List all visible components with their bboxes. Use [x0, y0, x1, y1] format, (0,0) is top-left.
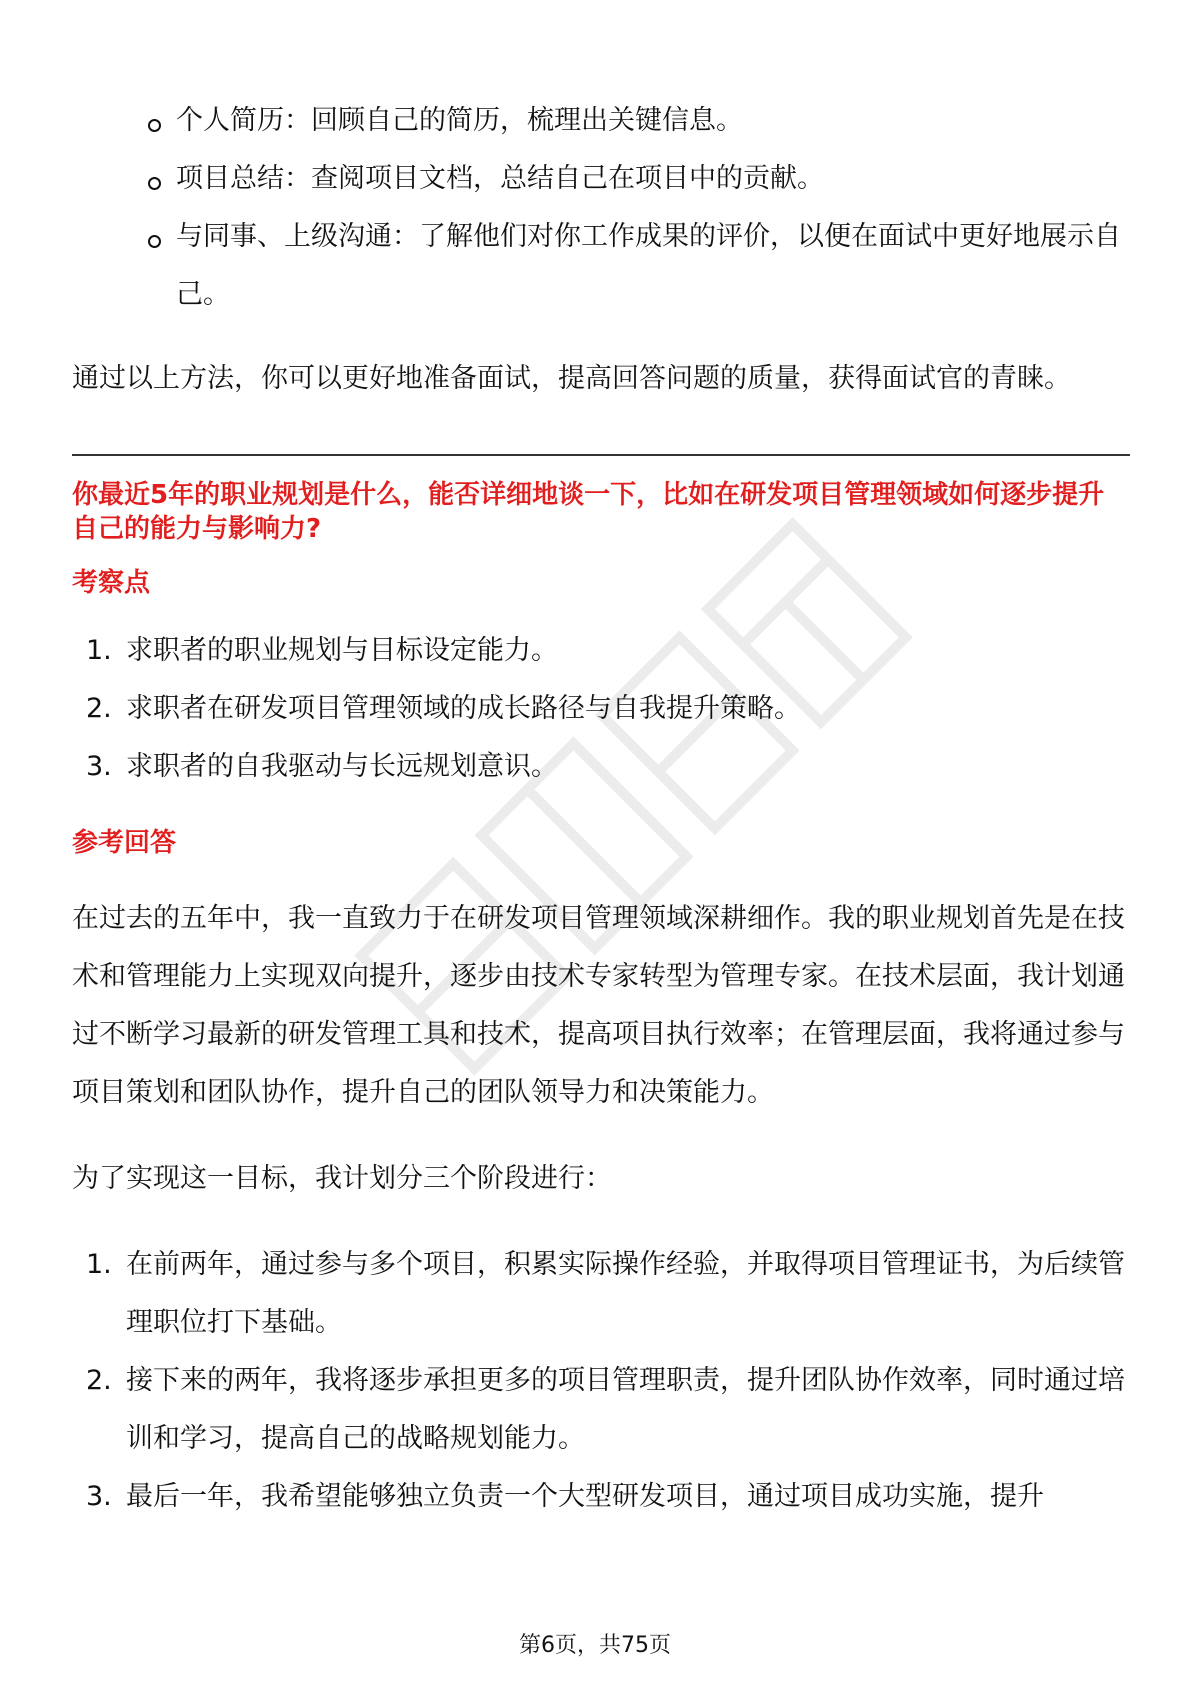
list-text: 在前两年，通过参与多个项目，积累实际操作经验，并取得项目管理证书，为后续管理职位打下基础。: [126, 1249, 1125, 1338]
list-number: 2.: [86, 693, 112, 724]
list-number: 3.: [86, 1481, 112, 1512]
exam-point-item: [72, 680, 1130, 738]
page-footer: 第6页，共75页: [519, 1633, 671, 1658]
plan-step-item: [72, 1352, 1130, 1468]
list-text: 接下来的两年，我将逐步承担更多的项目管理职责，提升团队协作效率，同时通过培训和学习，提高自己的战略规划能力。: [126, 1365, 1125, 1454]
bullet-text: 与同事、上级沟通：了解他们对你工作成果的评价，以便在面试中更好地展示自己。: [176, 221, 1121, 310]
plan-step-item: [72, 1236, 1130, 1352]
bullet-text: 项目总结：查阅项目文档，总结自己在项目中的贡献。: [176, 163, 824, 194]
list-number: 3.: [86, 751, 112, 782]
section-divider: [72, 454, 1130, 456]
exam-points-heading: 考察点: [72, 568, 151, 598]
list-text: 求职者的自我驱动与长远规划意识。: [126, 751, 558, 782]
exam-point-item: [72, 738, 1130, 796]
exam-points-list: [72, 622, 1130, 796]
question-heading: 你最近5年的职业规划是什么，能否详细地谈一下，比如在研发项目管理领域如何逐步提升自己的能力与影响力?: [72, 480, 1105, 544]
list-text: 最后一年，我希望能够独立负责一个大型研发项目，通过项目成功实施，提升: [126, 1481, 1044, 1512]
list-text: 求职者的职业规划与目标设定能力。: [126, 635, 558, 666]
summary-paragraph: 通过以上方法，你可以更好地准备面试，提高回答问题的质量，获得面试官的青睐。: [72, 363, 1071, 394]
plan-steps-list: [72, 1236, 1130, 1526]
list-number: 1.: [86, 1249, 112, 1280]
hollow-circle-bullet-icon: [148, 177, 161, 190]
prep-bullet-list: [72, 92, 1130, 324]
reference-answer-heading: 参考回答: [72, 828, 177, 858]
bullet-item: [72, 92, 1130, 150]
plan-step-item: [72, 1468, 1130, 1526]
answer-paragraph: 在过去的五年中，我一直致力于在研发项目管理领域深耕细作。我的职业规划首先是在技术和管理能力上实现双向提升，逐步由技术专家转型为管理专家。在技术层面，我计划通过不断学习最新的研发管理工具和技术，提高项目执行效率；在管理层面，我将通过参与项目策划和团队协作，提升自己的团队领导力和决策能力。: [72, 903, 1125, 1108]
plan-intro-paragraph: 为了实现这一目标，我计划分三个阶段进行：: [72, 1163, 612, 1194]
bullet-item: [72, 208, 1130, 324]
hollow-circle-bullet-icon: [148, 119, 161, 132]
list-number: 1.: [86, 635, 112, 666]
bullet-text: 个人简历：回顾自己的简历，梳理出关键信息。: [176, 105, 743, 136]
page-content: [72, 92, 1130, 1526]
hollow-circle-bullet-icon: [148, 235, 161, 248]
bullet-item: [72, 150, 1130, 208]
list-number: 2.: [86, 1365, 112, 1396]
list-text: 求职者在研发项目管理领域的成长路径与自我提升策略。: [126, 693, 801, 724]
exam-point-item: [72, 622, 1130, 680]
